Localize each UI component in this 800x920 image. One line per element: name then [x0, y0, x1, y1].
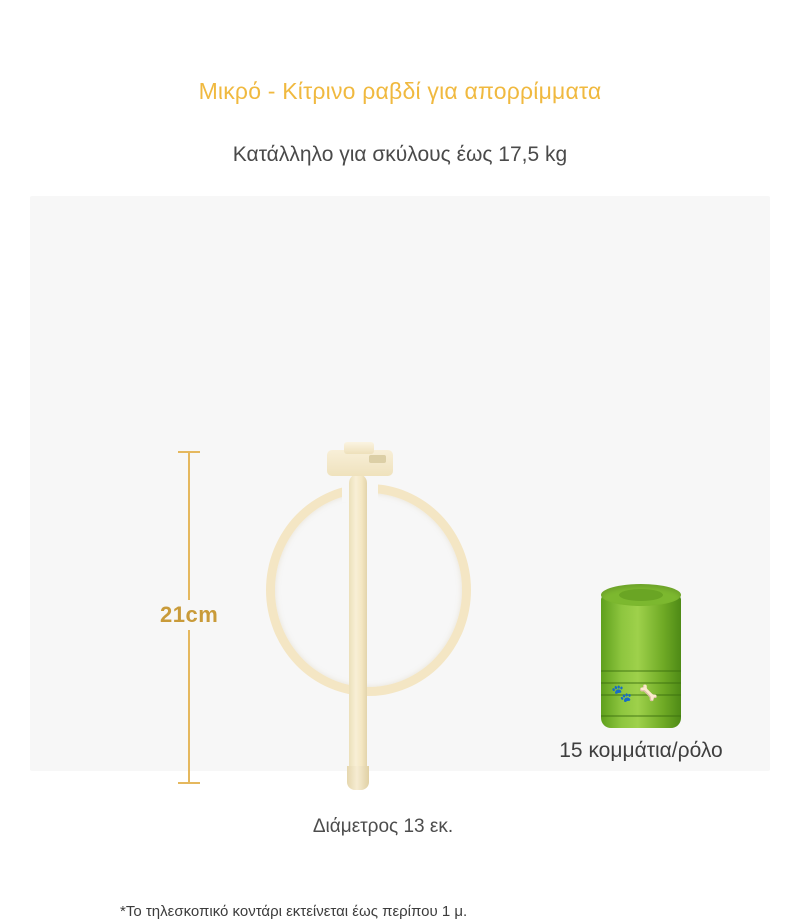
bag-roll-perforation-line: [601, 670, 681, 672]
product-photo-panel: [30, 196, 770, 920]
page-subtitle: Κατάλληλο για σκύλους έως 17,5 kg: [232, 143, 568, 166]
bag-roll-illustration: [595, 584, 687, 732]
footnote-text: *Το τηλεσκοπικό κοντάρι εκτείνεται έως περίπου 1 μ.: [120, 903, 468, 920]
scooper-ring: [266, 484, 471, 696]
bag-roll-perforation-line: [601, 715, 681, 717]
bag-roll-body: [601, 594, 681, 728]
bag-roll-count-label: 15 κομμάτια/ρόλο: [559, 739, 723, 762]
paw-icon: 🐾: [611, 684, 633, 703]
height-dimension-label: 21cm: [156, 600, 222, 630]
scooper-clip-notch: [344, 442, 374, 454]
bone-icon: 🦴: [639, 685, 658, 702]
height-dimension-cap-top: [178, 451, 200, 453]
page-title: Μικρό - Κίτρινο ραβδί για απορρίμματα: [198, 78, 602, 104]
scooper-handle: [349, 474, 367, 784]
scooper-handle-tip: [347, 766, 369, 790]
scooper-clip-slot: [369, 455, 386, 463]
bag-roll-top-hole: [619, 589, 663, 601]
diameter-label: Διάμετρος 13 εκ.: [312, 816, 454, 837]
height-dimension-cap-bottom: [178, 782, 200, 784]
waste-scooper-illustration: [252, 436, 502, 796]
